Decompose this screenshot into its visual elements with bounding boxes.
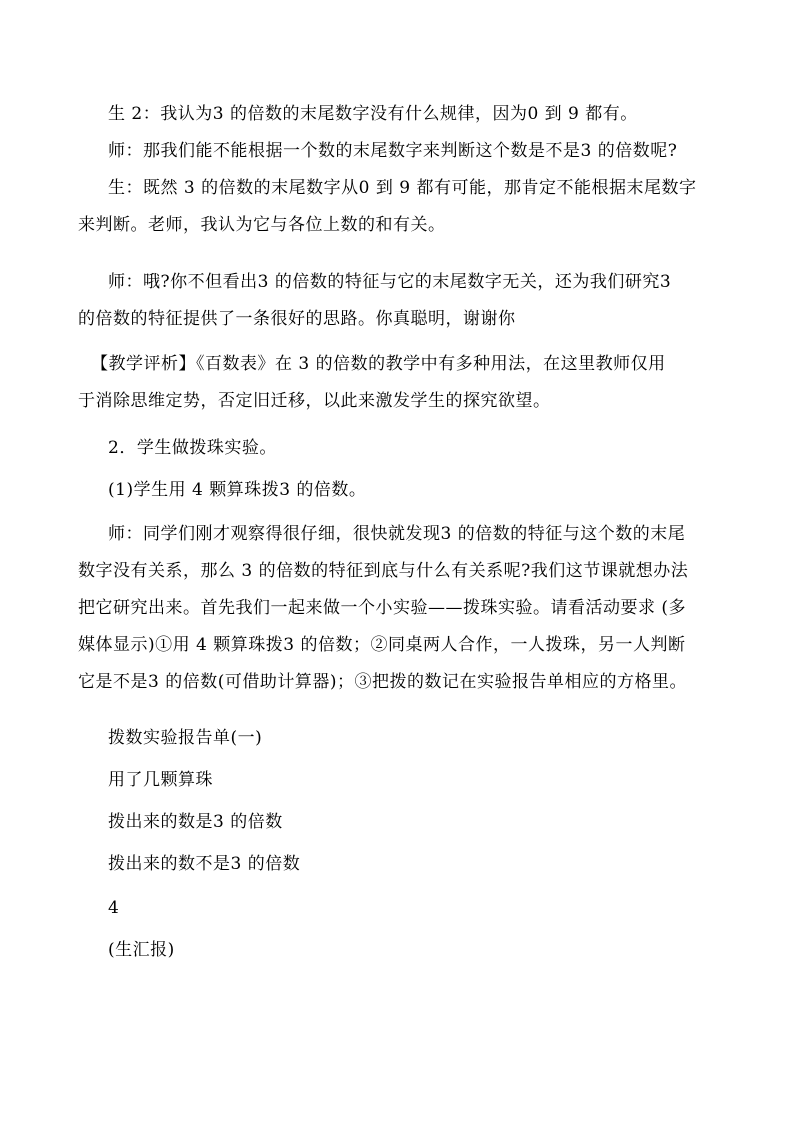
paragraph-review-line1: 【教学评析】《百数表》在 3 的倍数的教学中有多种用法，在这里教师仅用 bbox=[91, 354, 666, 374]
paragraph-teacher-long-line3: 把它研究出来。首先我们一起来做一个小实验——拨珠实验。请看活动要求 (多 bbox=[78, 598, 687, 618]
student-report-note: (生汇报) bbox=[108, 940, 175, 960]
paragraph-teacher-line2: 的倍数的特征提供了一条很好的思路。你真聪明，谢谢你 bbox=[78, 309, 516, 329]
report-row-multiples: 拨出来的数是3 的倍数 bbox=[108, 812, 283, 832]
report-row-not-multiples: 拨出来的数不是3 的倍数 bbox=[108, 854, 301, 874]
paragraph-teacher-long-line5: 它是不是3 的倍数(可借助计算器)；③把拨的数记在实验报告单相应的方格里。 bbox=[78, 672, 687, 692]
report-row-beads-used: 用了几颗算珠 bbox=[108, 770, 213, 790]
paragraph-teacher-long-line2: 数字没有关系，那么 3 的倍数的特征到底与什么有关系呢?我们这节课就想办法 bbox=[78, 561, 689, 581]
paragraph-student2: 生 2：我认为3 的倍数的末尾数字没有什么规律，因为0 到 9 都有。 bbox=[108, 104, 638, 124]
paragraph-teacher-line1: 师：哦?你不但看出3 的倍数的特征与它的末尾数字无关，还为我们研究3 bbox=[108, 272, 672, 292]
report-sheet-title: 拨数实验报告单(一) bbox=[108, 728, 263, 748]
paragraph-teacher-question: 师：那我们能不能根据一个数的末尾数字来判断这个数是不是3 的倍数呢? bbox=[108, 141, 678, 161]
subsection-heading-1: (1)学生用 4 颗算珠拨3 的倍数。 bbox=[108, 480, 367, 500]
paragraph-teacher-long-line4: 媒体显示)①用 4 颗算珠拨3 的倍数；②同桌两人合作，一人拨珠，另一人判断 bbox=[78, 635, 686, 655]
paragraph-review-line2: 于消除思维定势，否定旧迁移，以此来激发学生的探究欲望。 bbox=[78, 391, 551, 411]
paragraph-student-line1: 生：既然 3 的倍数的末尾数字从0 到 9 都有可能，那肯定不能根据末尾数字 bbox=[108, 178, 697, 198]
paragraph-student-line2: 来判断。老师，我认为它与各位上数的和有关。 bbox=[78, 215, 446, 235]
paragraph-teacher-long-line1: 师：同学们刚才观察得很仔细，很快就发现3 的倍数的特征与这个数的末尾 bbox=[108, 524, 686, 544]
section-heading-2: 2．学生做拨珠实验。 bbox=[108, 438, 277, 458]
report-value-4: 4 bbox=[108, 898, 120, 918]
